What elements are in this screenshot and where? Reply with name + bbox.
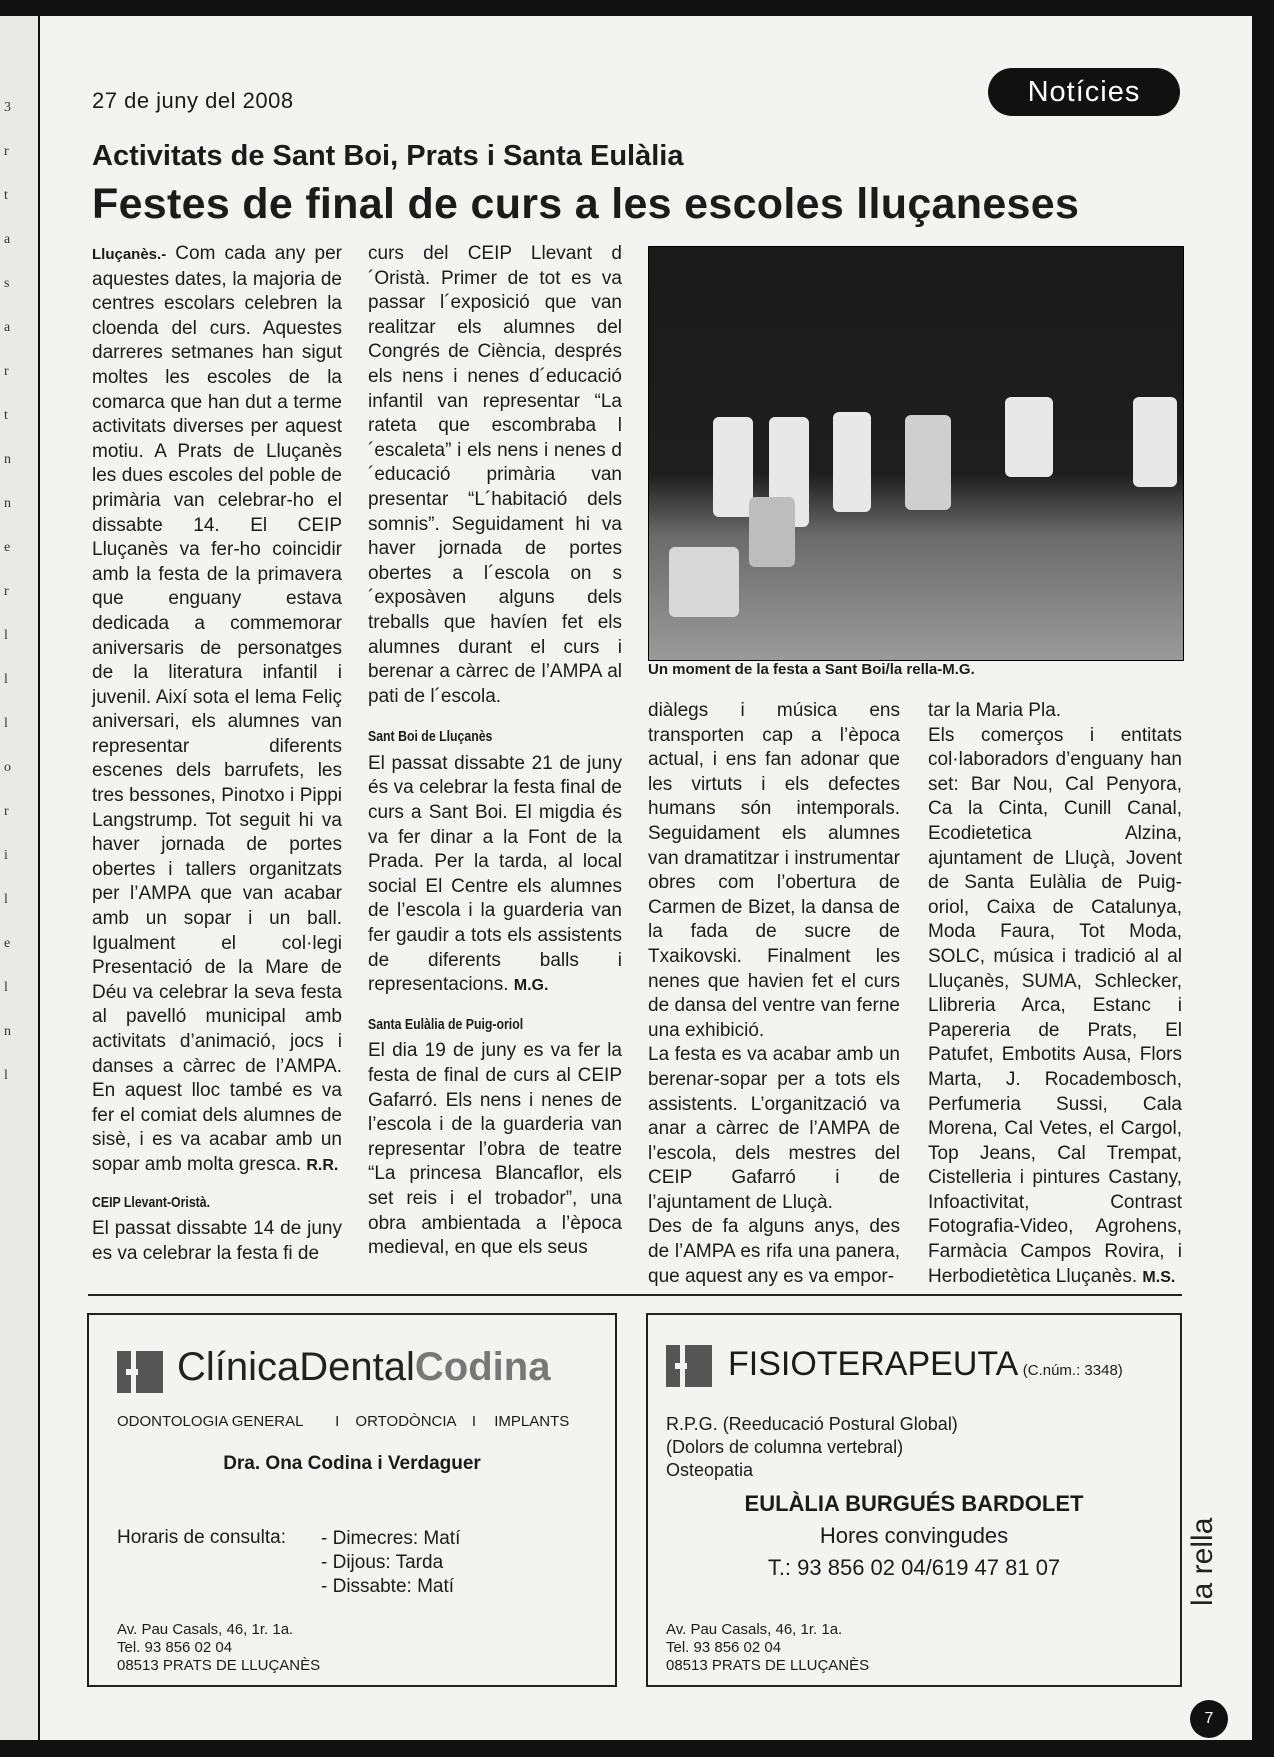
address-line: Av. Pau Casals, 46, 1r. 1a. xyxy=(666,1621,843,1638)
service-item: ORTODÒNCIA xyxy=(355,1413,456,1430)
clinic-address xyxy=(117,1621,320,1675)
article-kicker: Activitats de Sant Boi, Prats i Santa Eulàlia xyxy=(92,140,684,172)
specialty-line: R.P.G. (Reeducació Postural Global) xyxy=(666,1414,958,1434)
publication-name: la rella xyxy=(1186,1517,1219,1606)
specialty-line: (Dolors de columna vertebral) xyxy=(666,1437,904,1457)
paragraph: curs del CEIP Llevant d´Oristà. Primer de tot es va passar l´exposició que van realitzar els alumnes del Congrés de Ciència, després els nens i nenes d´educació infantil van representar “La rateta que escombraba l´escaleta” i els nens i nenes d´educació primària van presentar “L´habitació dels somnis”. Seguidament hi va haver jornada de portes obertes a l´escola on s´exposàven alguns dels treballs que havíen fet els alumnes durant el curs i berenar a càrrec de l’AMPA al pati de l´escola. xyxy=(368,243,622,707)
address-line: 08513 PRATS DE LLUÇANÈS xyxy=(117,1657,321,1674)
paragraph: Els comerços i entitats col·laboradors d’enguany han set: Bar Nou, Cal Penyora, Ca la Cinta, Cunill Canal, Ecodietetica Alzina, ajuntament de Lluçà, Jovent de Santa Eulàlia de Puig-oriol, Caixa de Catalunya, Moda Faura, Tot Moda, SOLC, música i tradició al al Lluçanès, SUMA, Schlecker, Llibreria Arca, Estanc i Papereria de Prats, El Patufet, Embotits Ausa, Flors Marta, J. Rocadembosch, Perfumeria Sussi, Cala Morena, Cal Vetes, el Cargol, Top Jeans, Cal Trempat, Cistelleria i pintures Castany, Infoactivitat, Contrast Fotografia-Video, Agrohens, Farmàcia Campos Rovira, i Herbodietètica Lluçanès. xyxy=(928,724,1182,1287)
photo-caption: Un moment de la festa a Sant Boi/la rella-M.G. xyxy=(648,661,975,678)
physio-phone: T.: 93 856 02 04/619 47 81 07 xyxy=(767,1555,1061,1580)
facing-page-char: e xyxy=(4,540,11,555)
facing-page-char: r xyxy=(4,364,9,379)
physio-title-row xyxy=(728,1345,1123,1384)
clinic-doctor: Dra. Ona Codina i Verdaguer xyxy=(223,1453,481,1474)
photo-figure xyxy=(713,417,753,517)
paragraph: El passat dissabte 21 de juny és va celebrar la festa final de curs a Sant Boi. El migdia és va fer dinar a la Font de la Prada. Per la tarda, al local social El Centre els alumnes de l’escola i la guarderia van fer gaudir a tots els assistents de diferents balls i representacions. xyxy=(368,752,622,996)
photo-figure xyxy=(905,415,951,510)
facing-page-char: i xyxy=(4,848,8,863)
article-column-2 xyxy=(368,242,622,1261)
clinic-hours xyxy=(321,1527,460,1599)
facing-page-char: l xyxy=(4,628,8,643)
facing-page-char: n xyxy=(4,496,11,511)
address-line: 08513 PRATS DE LLUÇANÈS xyxy=(666,1657,870,1674)
physio-title: FISIOTERAPEUTA xyxy=(728,1345,1019,1383)
article-column-3 xyxy=(648,699,900,1289)
facing-page-char: n xyxy=(4,1024,11,1039)
service-item: ODONTOLOGIA GENERAL xyxy=(117,1413,303,1430)
paragraph: El passat dissabte 14 de juny es va celebrar la festa fi de xyxy=(92,1218,342,1264)
event-photo xyxy=(648,246,1184,661)
photo-figure xyxy=(669,547,739,617)
facing-page-char: l xyxy=(4,1068,8,1083)
facing-page-char: o xyxy=(4,760,11,775)
clinic-brand xyxy=(177,1345,550,1390)
clinic-services xyxy=(117,1413,569,1430)
byline: M.S. xyxy=(1142,1268,1176,1286)
facing-page-char: r xyxy=(4,144,9,159)
facing-page-char: r xyxy=(4,584,9,599)
paragraph: diàlegs i música ens transporten cap a l’època actual, i ens fan adonar que les virtuts i els defectes humans són intemporals. Seguidament els alumnes van dramatitzar i instrumentar obres com l’obertura de Carmen de Bizet, la dansa de la fada de sucre de Txaikovski. Finalment les nenes que havien fet el curs de dansa del ventre van ferne una exhibició. xyxy=(648,700,900,1041)
article-column-1 xyxy=(92,242,342,1266)
dateline: Lluçanès.- xyxy=(92,246,167,263)
ad-dental-clinic xyxy=(87,1313,617,1687)
facing-page-chars xyxy=(4,86,11,1098)
facing-page-char: s xyxy=(4,276,10,291)
subheading: Sant Boi de Lluçanès xyxy=(368,728,493,746)
facing-page-char: n xyxy=(4,452,11,467)
article-headline: Festes de final de curs a les escoles lluçaneses xyxy=(92,180,1080,228)
hours-line: - Dimecres: Matí xyxy=(321,1528,461,1549)
facing-page-char: t xyxy=(4,188,8,203)
facing-page-char: l xyxy=(4,716,8,731)
clinic-brand-surname: Codina xyxy=(414,1345,551,1389)
physio-name: EULÀLIA BURGUÉS BARDOLET xyxy=(744,1491,1084,1516)
facing-page-char: r xyxy=(4,804,9,819)
photo-figure xyxy=(749,497,795,567)
facing-page-char: 3 xyxy=(4,100,11,115)
service-item: IMPLANTS xyxy=(494,1413,570,1430)
subheading: CEIP Llevant-Oristà. xyxy=(92,1193,211,1211)
facing-page-char: l xyxy=(4,980,8,995)
clinic-brand-name: ClínicaDental xyxy=(177,1345,415,1389)
photo-figure xyxy=(833,412,871,512)
newspaper-page xyxy=(40,16,1252,1740)
facing-page-char: a xyxy=(4,232,11,247)
facing-page-char: t xyxy=(4,408,8,423)
section-badge: Notícies xyxy=(988,68,1180,116)
ad-physiotherapist xyxy=(646,1313,1182,1687)
byline: R.R. xyxy=(306,1156,339,1174)
subheading: Santa Eulàlia de Puig-oriol xyxy=(368,1015,524,1033)
facing-page-edge xyxy=(0,16,38,1740)
facing-page-char: l xyxy=(4,892,8,907)
page-divider xyxy=(88,1294,1182,1296)
facing-page-char: e xyxy=(4,936,11,951)
hours-line: - Dijous: Tarda xyxy=(321,1552,444,1573)
specialty-line: Osteopatia xyxy=(666,1460,754,1480)
clinic-hours-label: Horaris de consulta: xyxy=(117,1527,286,1548)
page-number: 7 xyxy=(1190,1700,1228,1738)
clinic-logo-icon xyxy=(117,1351,163,1393)
hours-line: - Dissabte: Matí xyxy=(321,1576,455,1597)
physio-logo-icon xyxy=(666,1345,712,1387)
physio-specialties xyxy=(666,1413,958,1482)
physio-licence: (C.núm.: 3348) xyxy=(1022,1362,1123,1379)
phone-line: Tel. 93 856 02 04 xyxy=(117,1639,233,1656)
service-separator: I xyxy=(471,1413,477,1430)
paragraph: El dia 19 de juny es va fer la festa de final de curs al CEIP Gafarró. Els nens i nenes de l’escola i de la guarderia van representar l’obra de teatre “La princesa Blancaflor, els set reis i el trobador”, una obra ambientada a l’època medieval, en que els seus xyxy=(368,1040,622,1259)
physio-hours: Hores convingudes xyxy=(819,1523,1009,1548)
paragraph: La festa es va acabar amb un berenar-sopar per a tots els assistents. L’organització va anar a càrrec de l’AMPA de l’escola, dels mestres del CEIP Gafarró i de l’ajuntament de Lluçà. xyxy=(648,1044,900,1213)
physio-address xyxy=(666,1621,869,1675)
facing-page-char: a xyxy=(4,320,11,335)
photo-figure xyxy=(1005,397,1053,477)
photo-figure xyxy=(1133,397,1177,487)
article-column-4 xyxy=(928,699,1182,1290)
paragraph: Des de fa alguns anys, des de l’AMPA es rifa una panera, que aquest any es va empor- xyxy=(648,1216,900,1287)
facing-page-char: l xyxy=(4,672,8,687)
issue-date: 27 de juny del 2008 xyxy=(92,88,294,113)
byline: M.G. xyxy=(513,977,549,995)
paragraph: tar la Maria Pla. xyxy=(928,700,1062,721)
service-separator: I xyxy=(335,1413,340,1430)
address-line: Av. Pau Casals, 46, 1r. 1a. xyxy=(117,1621,294,1638)
phone-line: Tel. 93 856 02 04 xyxy=(666,1639,782,1656)
paragraph: Com cada any per aquestes dates, la majoria de centres escolars celebren la cloenda del curs. Aquestes darreres setmanes han sigut moltes les escoles de la comarca que han dut a terme activitats diverses per aquest motiu. A Prats de Lluçanès les dues escoles del poble de primària van celebrar-ho el dissabte 14. El CEIP Lluçanès va fer-ho coincidir amb la festa de la primavera que enguany estava dedicada a commemorar aniversaris de personatges de la literatura infantil i juvenil. Així sota el lema Feliç aniversari, els alumnes van representar diferents escenes dels barrufets, les tres bessones, Pinotxo i Pippi Langstrump. Tot seguit hi va haver jornada de portes obertes i tallers organitzats per l’AMPA que van acabar amb un sopar i un ball. Igualment el col·legi Presentació de la Mare de Déu va celebrar la seva festa al pavelló municipal amb activitats d’animació, jocs i danses a càrrec de l’AMPA. En aquest lloc també es va fer el comiat dels alumnes de sisè, i es va acabar amb un sopar amb molta gresca. xyxy=(92,243,342,1175)
